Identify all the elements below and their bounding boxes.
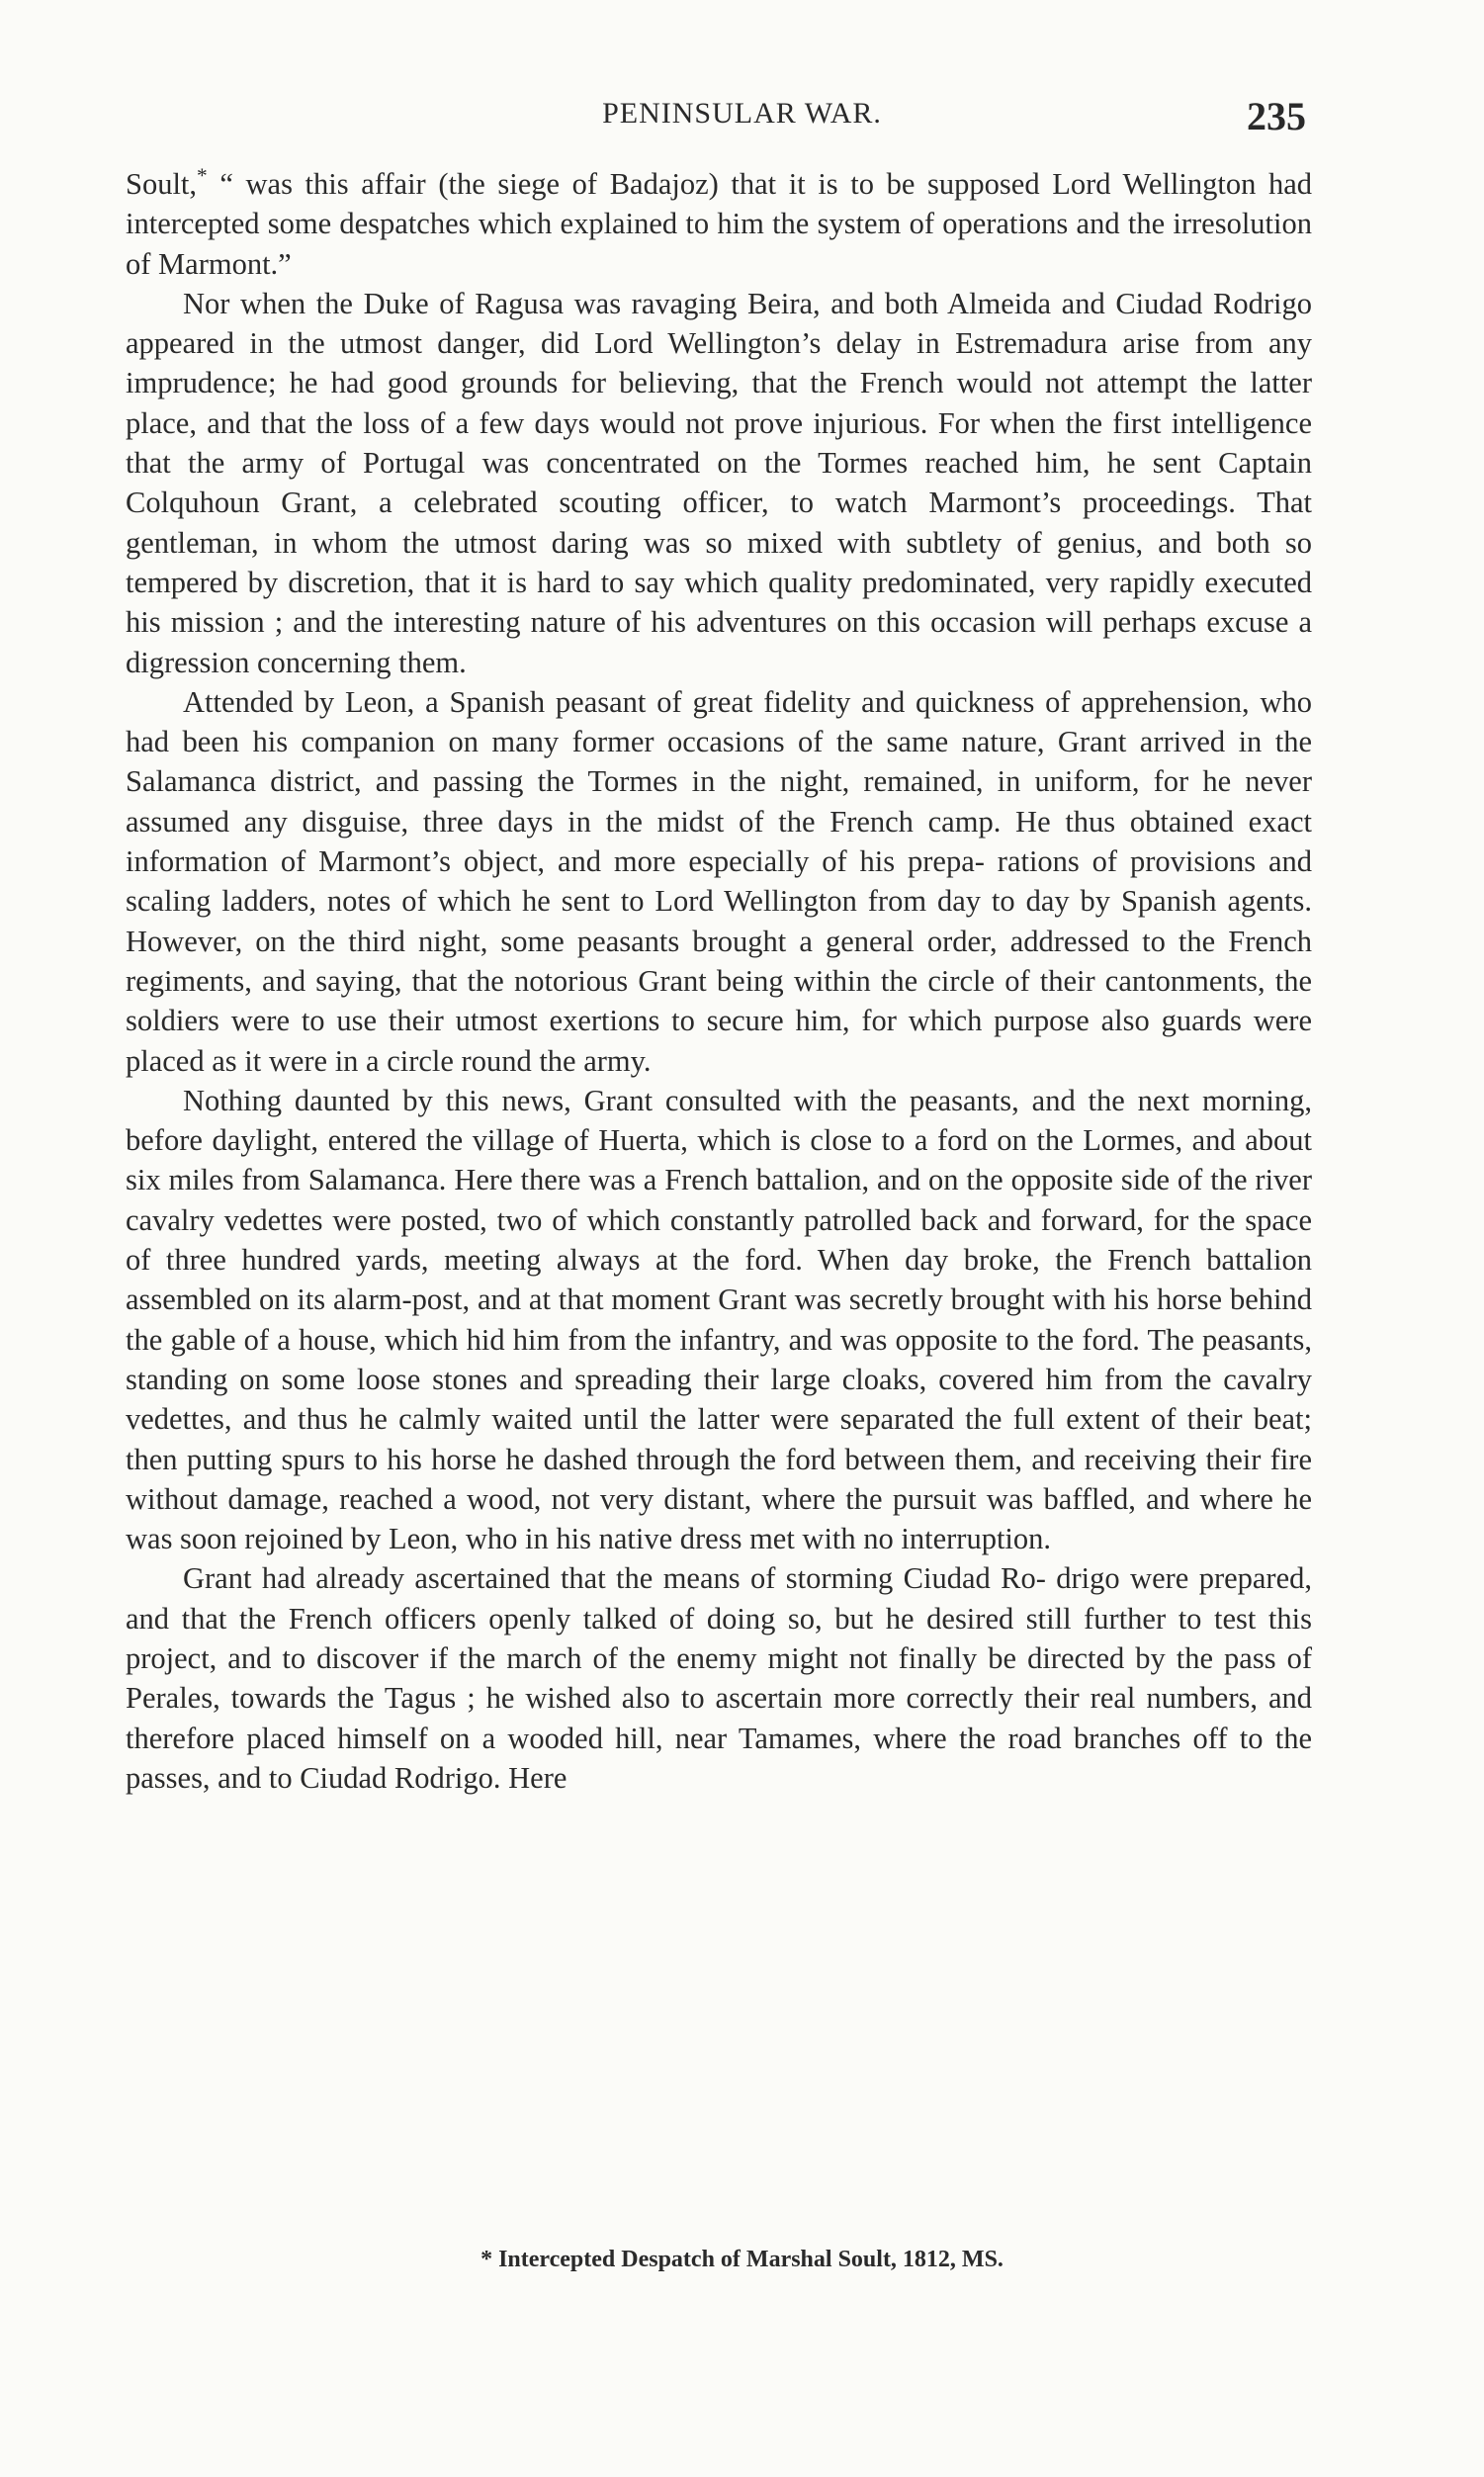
running-title: PENINSULAR WAR.: [602, 97, 882, 130]
body-text: [126, 164, 1312, 1798]
page-header: [0, 93, 1484, 142]
footnote-reference: *: [197, 163, 208, 188]
paragraph-1: [126, 164, 1312, 284]
paragraph-3: Attended by Leon, a Spanish peasant of great fidelity and quickness of apprehension, who had been his companion on many former occasions of the same nature, Grant arrived in the Salamanca district, and passing the Tormes in the night, remained, in uniform, for he never assumed any disguise, three days in the midst of the French camp. He thus obtained exact information of Marmont’s object, and more especially of his prepa- rations of provisions and scaling ladders, notes of which he sent to Lord Wellington from day to day by Spanish agents. However, on the third night, some peasants brought a general order, addressed to the French regiments, and saying, that the notorious Grant being within the circle of their cantonments, the soldiers were to use their utmost exertions to secure him, for which purpose also guards were placed as it were in a circle round the army.: [126, 684, 1312, 1078]
paragraph-1-text: “ was this affair (the siege of Badajoz) that it is to be supposed Lord Wellington had intercepted some despatches which explained to him the system of operations and the irresolution of Marmont.”: [126, 167, 1312, 281]
paragraph-1-lead: Soult,: [126, 167, 198, 201]
paragraph-5: Grant had already ascertained that the means of storming Ciudad Ro- drigo were prepared, and that the French officers openly talked of doing so, but he desired still further to test this project, and to discover if the march of the enemy might not finally be directed by the pass of Perales, towards the Tagus ; he wished also to ascertain more correctly their real numbers, and therefore placed himself on a wooded hill, near Tamames, where the road branches off to the passes, and to Ciudad Rodrigo. Here: [126, 1561, 1312, 1795]
paragraph-4: Nothing daunted by this news, Grant consulted with the peasants, and the next morning, before daylight, entered the village of Huerta, which is close to a ford on the Lormes, and about six miles from Salamanca. Here there was a French battalion, and on the opposite side of the river cavalry vedettes were posted, two of which constantly patrolled back and forward, for the space of three hundred yards, meeting always at the ford. When day broke, the French battalion assembled on its alarm-post, and at that moment Grant was secretly brought with his horse behind the gable of a house, which hid him from the infantry, and was opposite to the ford. The peasants, standing on some loose stones and spreading their large cloaks, covered him from the cavalry vedettes, and thus he calmly waited until the latter were separated the full extent of their beat; then putting spurs to his horse he dashed through the ford between them, and receiving their fire without damage, reached a wood, not very distant, where the pursuit was baffled, and where he was soon rejoined by Leon, who in his native dress met with no interruption.: [126, 1083, 1312, 1556]
paragraph-2: Nor when the Duke of Ragusa was ravaging Beira, and both Almeida and Ciudad Rodrigo appeared in the utmost danger, did Lord Wellington’s delay in Estremadura arise from any imprudence; he had good grounds for believing, that the French would not attempt the latter place, and that the loss of a few days would not prove injurious. For when the first intelligence that the army of Portugal was concentrated on the Tormes reached him, he sent Captain Colquhoun Grant, a celebrated scouting officer, to watch Marmont’s proceedings. That gentleman, in whom the utmost daring was so mixed with subtlety of genius, and both so tempered by discretion, that it is hard to say which quality predominated, very rapidly executed his mission ; and the interesting nature of his adventures on this occasion will perhaps excuse a digression concerning them.: [126, 286, 1312, 679]
footnote: * Intercepted Despatch of Marshal Soult, 1812, MS.: [480, 2247, 1004, 2272]
page-number: 235: [1247, 94, 1306, 138]
